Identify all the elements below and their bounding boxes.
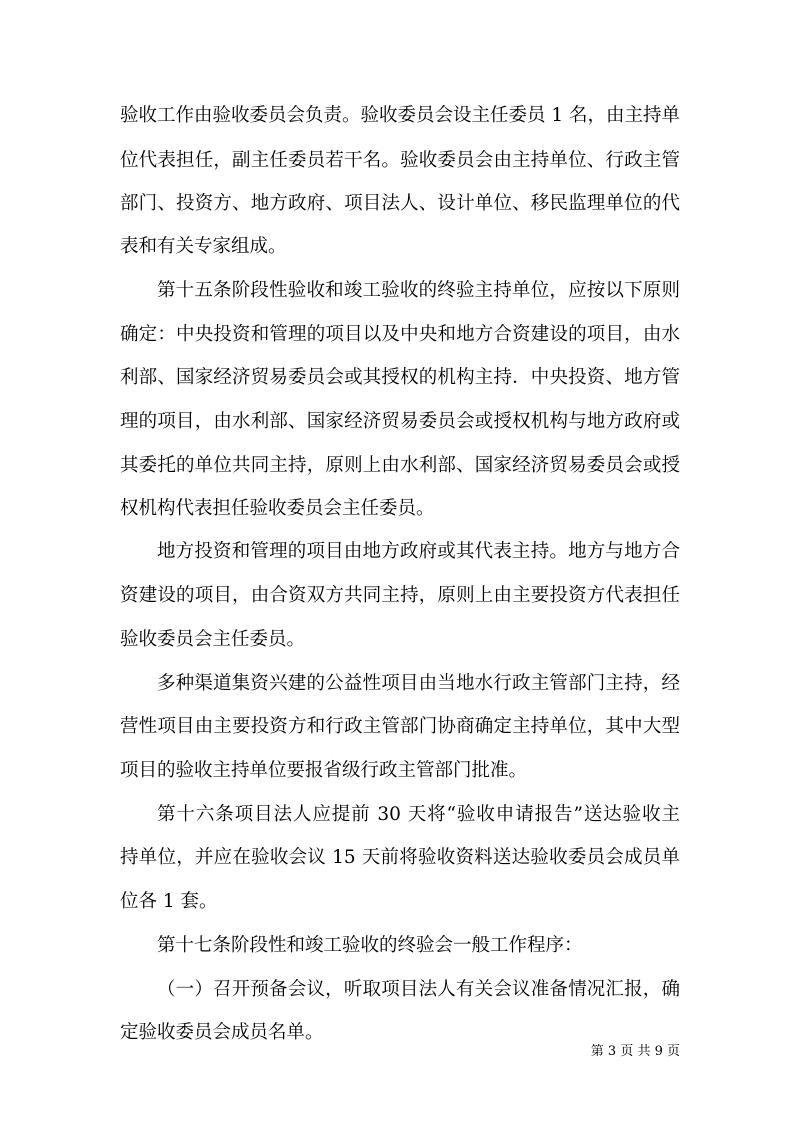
paragraph-line: 资建设的项目，由合资双方共同主持，原则上由主要投资方代表担任: [120, 585, 680, 606]
paragraph-line: （一）召开预备会议，听取项目法人有关会议准备情况汇报，确: [157, 979, 680, 1000]
paragraph-line: 验收工作由验收委员会负责。验收委员会设主任委员 1 名，由主持单: [120, 105, 680, 126]
paragraph-line: 第十五条阶段性验收和竣工验收的终验主持单位，应按以下原则: [157, 280, 680, 301]
paragraph-line: 持单位，并应在验收会议 15 天前将验收资料送达验收委员会成员单: [120, 847, 680, 868]
paragraph-line: 多种渠道集资兴建的公益性项目由当地水行政主管部门主持，经: [157, 673, 680, 694]
paragraph-line: 地方投资和管理的项目由地方政府或其代表主持。地方与地方合: [157, 541, 680, 562]
paragraph-line: 位各 1 套。: [120, 891, 218, 912]
paragraph-line: 第十七条阶段性和竣工验收的终验会一般工作程序：: [157, 935, 583, 956]
paragraph-line: 营性项目由主要投资方和行政主管部门协商确定主持单位，其中大型: [120, 716, 680, 737]
paragraph-line: 表和有关专家组成。: [120, 236, 287, 257]
paragraph-line: 验收委员会主任委员。: [120, 629, 306, 650]
paragraph-line: 位代表担任，副主任委员若干名。验收委员会由主持单位、行政主管: [120, 150, 680, 171]
paragraph-line: 第十六条项目法人应提前 30 天将“验收申请报告”送达验收主: [157, 804, 680, 825]
page-number: 第 3 页 共 9 页: [590, 1044, 680, 1059]
paragraph-line: 部门、投资方、地方政府、项目法人、设计单位、移民监理单位的代: [120, 193, 680, 214]
paragraph-line: 项目的验收主持单位要报省级行政主管部门批准。: [120, 760, 528, 781]
paragraph-line: 理的项目，由水利部、国家经济贸易委员会或授权机构与地方政府或: [120, 411, 680, 432]
paragraph-line: 权机构代表担任验收委员会主任委员。: [120, 498, 435, 519]
paragraph-line: 确定：中央投资和管理的项目以及中央和地方合资建设的项目，由水: [120, 324, 680, 345]
paragraph-line: 利部、国家经济贸易委员会或其授权的机构主持．中央投资、地方管: [120, 367, 680, 388]
paragraph-line: 其委托的单位共同主持，原则上由水利部、国家经济贸易委员会或授: [120, 455, 680, 476]
paragraph-line: 定验收委员会成员名单。: [120, 1022, 324, 1043]
